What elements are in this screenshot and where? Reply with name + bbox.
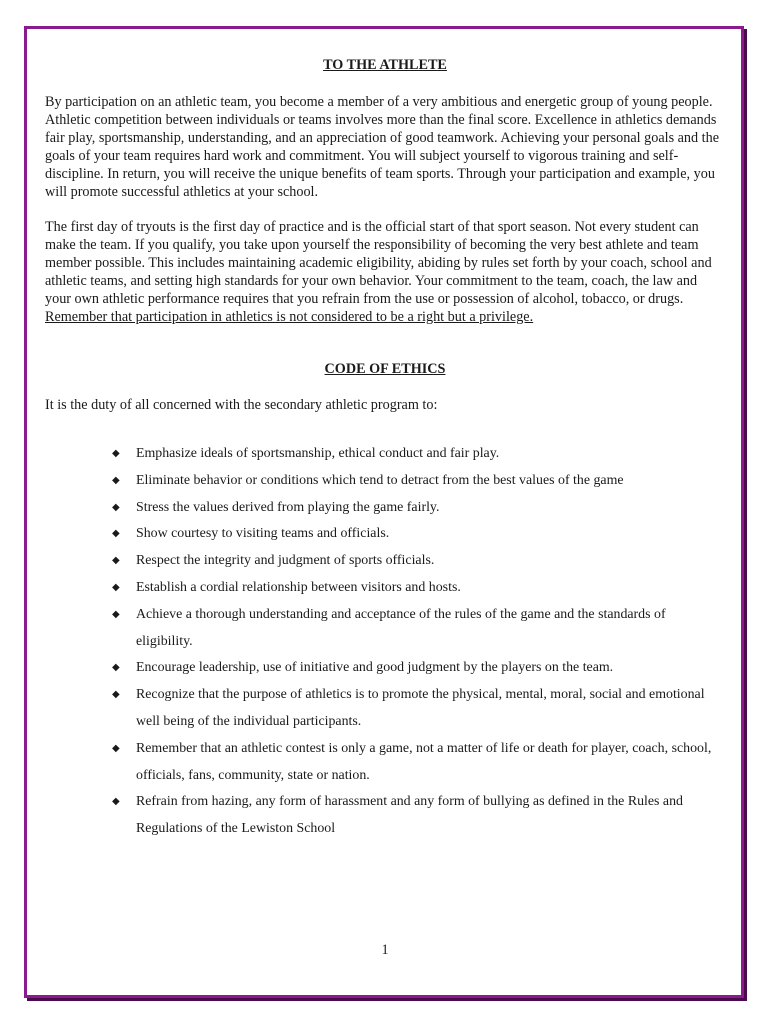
diamond-bullet-icon: ◆ [112, 742, 120, 754]
athlete-paragraph-2-text: The first day of tryouts is the first day of practice and is the official start of that sport season. Not every student can make the team. If you qualify, you take upon yourself the responsibility of becoming the very best athlete and team member possible. This includes maintaining academic eligibility, abiding by rules set forth by your coach, school and athletic teams, and setting high standards for your own behavior. Your commitment to the team, coach, the law and your own athletic performance requires that you refrain from the use or possession of alcohol, tobacco, or drugs. [45, 219, 712, 307]
diamond-bullet-icon: ◆ [112, 474, 120, 486]
ethics-item: ◆ Show courtesy to visiting teams and officials. [136, 521, 725, 548]
page-number: 1 [381, 942, 389, 958]
ethics-intro: It is the duty of all concerned with the secondary athletic program to: [45, 397, 438, 413]
ethics-item: ◆ Achieve a thorough understanding and acceptance of the rules of the game and the standards of eligibility. [136, 602, 725, 656]
ethics-list [45, 441, 725, 843]
athlete-paragraph-1: By participation on an athletic team, you become a member of a very ambitious and energetic group of young people. Athletic competition between individuals or teams involves more than the final score. Excellence in athletics demands fair play, sportsmanship, understanding, and an appreciation of good teamwork. Achieving your personal goals and the goals of your team requires hard work and commitment. You will subject yourself to vigorous training and self-discipline. In return, you will receive the unique benefits of team sports. Through your participation and example, you will promote successful athletics at your school. [45, 94, 719, 200]
diamond-bullet-icon: ◆ [112, 608, 120, 620]
ethics-title: CODE OF ETHICS [324, 361, 446, 377]
ethics-item: ◆ Remember that an athletic contest is only a game, not a matter of life or death for player, coach, school, officials, fans, community, state or nation. [136, 736, 725, 790]
diamond-bullet-icon: ◆ [112, 555, 120, 567]
ethics-item: ◆ Establish a cordial relationship between visitors and hosts. [136, 575, 725, 602]
ethics-item: ◆ Recognize that the purpose of athletics is to promote the physical, mental, moral, social and emotional well being of the individual participants. [136, 682, 725, 736]
ethics-item: ◆ Respect the integrity and judgment of sports officials. [136, 548, 725, 575]
diamond-bullet-icon: ◆ [112, 796, 120, 808]
ethics-item: ◆ Emphasize ideals of sportsmanship, ethical conduct and fair play. [136, 441, 725, 468]
diamond-bullet-icon: ◆ [112, 581, 120, 593]
athlete-title: TO THE ATHLETE [323, 57, 447, 73]
ethics-item: ◆ Encourage leadership, use of initiative and good judgment by the players on the team. [136, 655, 725, 682]
privilege-statement: Remember that participation in athletics is not considered to be a right but a privilege. [45, 309, 534, 325]
athlete-paragraph-2 [45, 218, 725, 326]
diamond-bullet-icon: ◆ [112, 501, 120, 513]
diamond-bullet-icon: ◆ [112, 528, 120, 540]
diamond-bullet-icon: ◆ [112, 448, 120, 459]
document-body [45, 56, 725, 843]
diamond-bullet-icon: ◆ [112, 662, 120, 674]
ethics-item: ◆ Eliminate behavior or conditions which tend to detract from the best values of the game [136, 468, 725, 495]
diamond-bullet-icon: ◆ [112, 689, 120, 701]
ethics-item: ◆ Refrain from hazing, any form of harassment and any form of bullying as defined in the Rules and Regulations of the Lewiston School [136, 789, 725, 843]
ethics-item: ◆ Stress the values derived from playing the game fairly. [136, 495, 725, 522]
